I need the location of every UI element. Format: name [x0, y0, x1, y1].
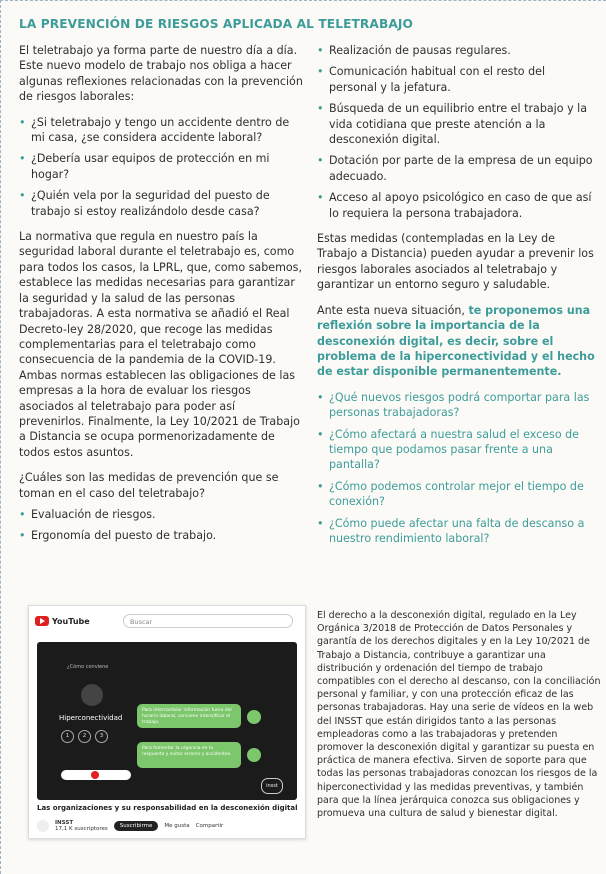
play-icon[interactable] [91, 771, 99, 779]
subscribe-button[interactable]: Suscribirme [114, 821, 159, 831]
step-indicator: 3 [95, 730, 108, 743]
share-button[interactable]: Compartir [195, 823, 224, 829]
medidas-list-cont [317, 43, 595, 221]
reflexion-item: • ¿Cómo afectará a nuestra salud el exceso de tiempo que podamos pasar frente a una pantalla? [317, 427, 595, 473]
video-card[interactable] [28, 605, 306, 839]
chat-bubble: Para intercambiar información fuera del horario laboral, conviene intensificar el trabajo. [137, 704, 241, 728]
step-indicators [61, 730, 108, 743]
right-column [317, 43, 595, 556]
question-item: • ¿Si teletrabajo y tengo un accidente dentro de mi casa, ¿se considera accidente laboral? [19, 115, 303, 146]
youtube-header [35, 614, 90, 628]
ante-plain: Ante esta nueva situación, [317, 303, 469, 317]
youtube-logo-icon [35, 616, 49, 626]
channel-info [55, 820, 108, 832]
chat-bubble: Para fomentar la urgencia en la respuesta y evitar errores y accidentes. [137, 742, 241, 768]
reflexion-item: • ¿Qué nuevos riesgos podrá comportar para las personas trabajadoras? [317, 390, 595, 421]
step-indicator: 1 [61, 730, 74, 743]
normativa-paragraph: La normativa que regula en nuestro país la seguridad laboral durante el teletrabajo es, como para todos los casos, la LPRL, que, como sabemos, establece las medidas necesarias para garantizar la seguridad y la salud de las personas trabajadoras. A esta normativa se añadió el Real Decreto-ley 28/2020, que recoge las medidas complementarias para el teletrabajo como consecuencia de la pandemia de la COVID-19. Ambas normas establecen las obligaciones de las empresas a la hora de evaluar los riesgos asociados al teletrabajo para poder así prevenirlos. Finalmente, la Ley 10/2021 de Trabajo a Distancia se ocupa pormenorizadamente de todos estos asuntos. [19, 230, 302, 459]
step-indicator: 2 [78, 730, 91, 743]
medida-item: • Evaluación de riesgos. [19, 507, 303, 522]
chat-icon [247, 710, 261, 724]
video-meta [37, 820, 223, 832]
reflexion-item: • ¿Cómo puede afectar una falta de descanso a nuestro rendimiento laboral? [317, 516, 595, 547]
alert-icon [247, 748, 261, 762]
question-list [19, 115, 303, 219]
medidas-list [19, 507, 303, 544]
insst-logo: insst [261, 778, 283, 794]
question-item: • ¿Quién vela por la seguridad del puesto de trabajo si estoy realizándolo desde casa? [19, 188, 303, 219]
medidas-question: ¿Cuáles son las medidas de prevención que se toman en el caso del teletrabajo? [19, 471, 279, 500]
bottom-paragraph: El derecho a la desconexión digital, regulado en la Ley Orgánica 3/2018 de Protección de Datos Personales y garantía de los derechos digitales y en la Ley 10/2021 de Trabajo a Distancia, contribuye a garantizar una distribución y ordenación del tiempo de trabajo compatibles con el derecho al descanso, con la conciliación personal y familiar, y con una protección eficaz de las personas trabajadoras. Hay una serie de vídeos en la web del INSST que están dirigidos tanto a las personas empleadoras como a las trabajadoras y pretenden promover la desconexión digital y garantizar su puesta en práctica de manera efectiva. Sirven de soporte para que todas las personas trabajadoras conozcan los riesgos de la hiperconectividad y las medidas preventivas, y también para que la línea jerárquica conozca sus obligaciones y promueva una cultura de salud y bienestar digital. [317, 610, 601, 820]
left-column [19, 43, 303, 554]
player-controls[interactable] [61, 770, 131, 780]
estas-paragraph: Estas medidas (contempladas en la Ley de Trabajo a Distancia) pueden ayudar a prevenir los riesgos laborales asociados al teletrabajo y garantizar un entorno seguro y saludable. [317, 232, 594, 292]
video-player[interactable] [37, 642, 297, 800]
video-small-label: ¿Cómo conviene [67, 664, 109, 670]
medida-item: • Comunicación habitual con el resto del personal y la jefatura. [317, 64, 595, 95]
channel-avatar[interactable] [37, 820, 49, 832]
medida-item: • Dotación por parte de la empresa de un equipo adecuado. [317, 153, 595, 184]
reflexion-item: • ¿Cómo podemos controlar mejor el tiempo de conexión? [317, 479, 595, 510]
ante-paragraph [317, 303, 595, 380]
subscriber-count: 17,1 K suscriptores [55, 826, 108, 832]
waveform-icon [81, 684, 103, 706]
medida-item: • Acceso al apoyo psicológico en caso de que así lo requiera la persona trabajadora. [317, 190, 595, 221]
youtube-wordmark: YouTube [52, 616, 90, 626]
reflexion-list [317, 390, 595, 547]
intro-paragraph: El teletrabajo ya forma parte de nuestro día a día. Este nuevo modelo de trabajo nos obliga a hacer algunas reflexiones relacionadas con la prevención de riesgos laborales: [19, 44, 303, 104]
search-input[interactable]: Buscar [123, 614, 293, 628]
video-title[interactable]: Las organizaciones y su responsabilidad en la desconexión digital [37, 804, 298, 812]
medida-item: • Ergonomía del puesto de trabajo. [19, 528, 303, 543]
page-title: LA PREVENCIÓN DE RIESGOS APLICADA AL TELETRABAJO [19, 17, 413, 31]
like-button[interactable]: Me gusta [164, 823, 190, 829]
medida-item: • Realización de pausas regulares. [317, 43, 595, 58]
medida-item: • Búsqueda de un equilibrio entre el trabajo y la vida cotidiana que preste atención a la desconexión digital. [317, 101, 595, 147]
question-item: • ¿Debería usar equipos de protección en mi hogar? [19, 151, 303, 182]
ante-highlight: te proponemos una reflexión sobre la importancia de la desconexión digital, es decir, sobre el problema de la hiperconectividad y el hecho de estar disponible permanentemente. [317, 303, 595, 379]
channel-name[interactable]: INSST [55, 820, 74, 826]
video-heading: Hiperconectividad [59, 714, 123, 722]
